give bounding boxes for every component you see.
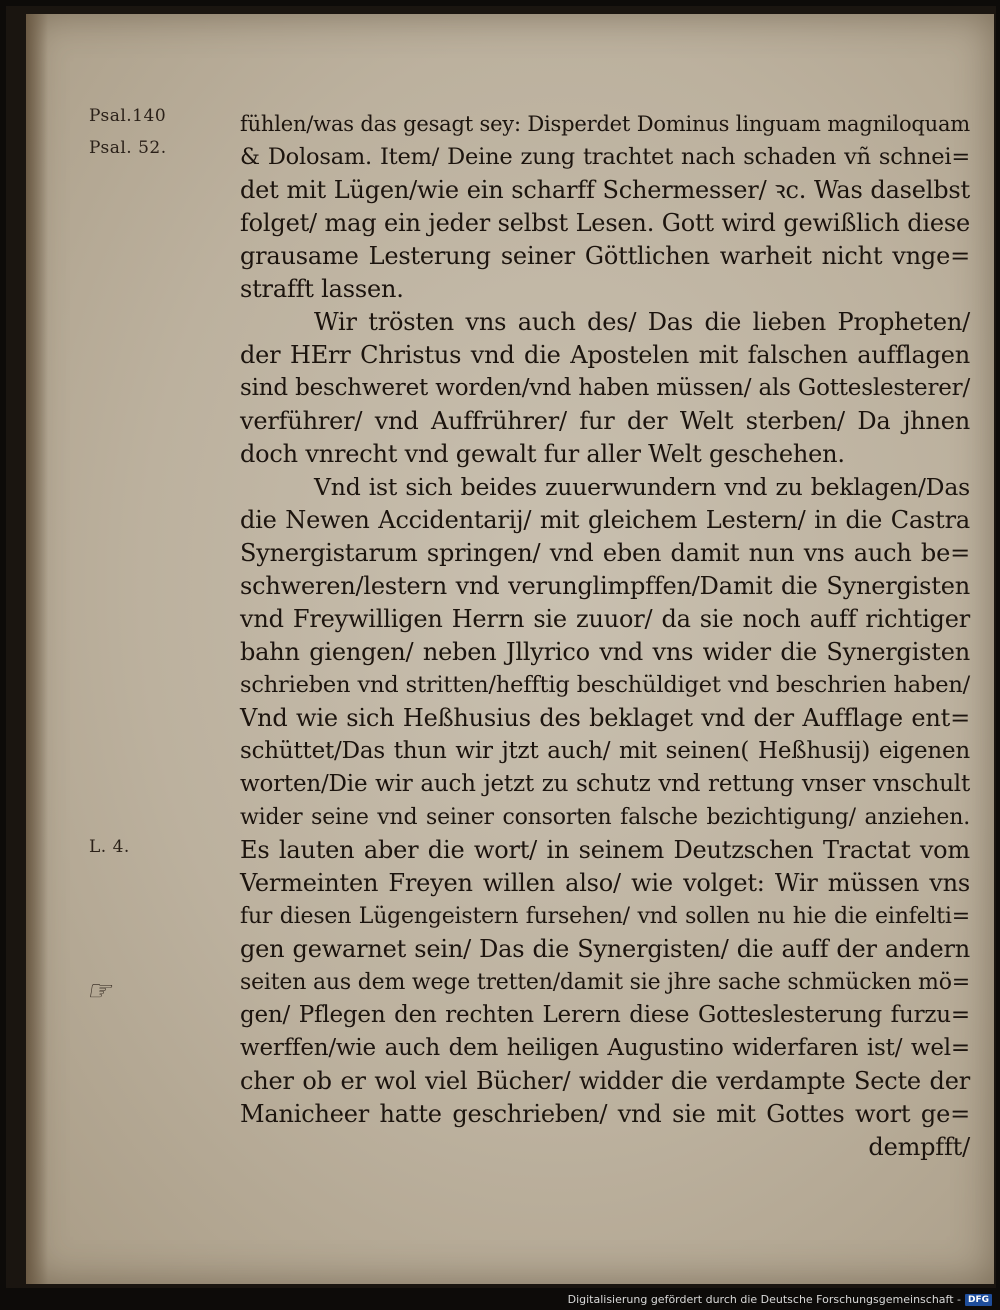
text-line: schüttet/Das thun wir jtzt auch/ mit seinen( Heßhusij) eigenen <box>240 738 970 764</box>
text-line: seiten aus dem wege tretten/damit sie jhre sache schmücken mö= <box>240 970 970 995</box>
text-line: gen/ Pflegen den rechten Lerern diese Gotteslesterung furzu= <box>240 1002 970 1028</box>
text-line: Synergistarum springen/ vnd eben damit nun vns auch be= <box>240 539 970 567</box>
margin-note-psalm-52: Psal. 52. <box>89 138 167 158</box>
text-line: strafft lassen. <box>240 275 404 303</box>
text-line: wider seine vnd seiner consorten falsche bezichtigung/ anziehen. <box>240 805 970 830</box>
text-line: grausame Lesterung seiner Göttlichen warheit nicht vnge= <box>240 242 970 270</box>
text-line: worten/Die wir auch jetzt zu schutz vnd rettung vnser vnschult <box>240 771 970 797</box>
text-line: sind beschweret worden/vnd haben müssen/ als Gotteslesterer/ <box>240 375 970 401</box>
text-line: der HErr Christus vnd die Apostelen mit falschen aufflagen <box>240 341 970 369</box>
text-line: Vnd wie sich Heßhusius des beklaget vnd der Aufflage ent= <box>240 704 970 732</box>
pointing-hand-icon: ☞ <box>86 974 112 1007</box>
text-line: die Newen Accidentarij/ mit gleichem Lestern/ in die Castra <box>240 506 970 534</box>
margin-note-psalm-140: Psal.140 <box>89 106 167 126</box>
text-line: doch vnrecht vnd gewalt fur aller Welt geschehen. <box>240 440 845 468</box>
text-line: vnd Freywilligen Herrn sie zuuor/ da sie noch auff richtiger <box>240 605 970 633</box>
text-line: fur diesen Lügengeistern fursehen/ vnd sollen nu hie die einfelti= <box>240 904 970 929</box>
catchword: dempfft/ <box>868 1133 970 1161</box>
digitization-footer <box>568 1293 992 1306</box>
text-line: schweren/lestern vnd verunglimpffen/Damit die Synergisten <box>240 572 970 600</box>
text-line: Manicheer hatte geschrieben/ vnd sie mit Gottes wort ge= <box>240 1100 970 1128</box>
page-gutter-shadow <box>26 14 48 1284</box>
text-line: Vermeinten Freyen willen also/ wie volget: Wir müssen vns <box>240 869 970 897</box>
text-line: schrieben vnd stritten/hefftig beschüldiget vnd beschrien haben/ <box>240 672 970 698</box>
text-line: verführer/ vnd Auffrührer/ fur der Welt sterben/ Da jhnen <box>240 407 970 435</box>
text-line: fühlen/was das gesagt sey: Disperdet Dominus linguam magniloquam <box>240 112 970 136</box>
text-line: bahn giengen/ neben Jllyrico vnd vns wider die Synergisten <box>240 638 970 666</box>
dfg-logo-icon: DFG <box>965 1294 992 1306</box>
text-line: & Dolosam. Item/ Deine zung trachtet nach schaden vñ schnei= <box>240 144 970 170</box>
book-page <box>26 14 994 1284</box>
margin-note-l4: L. 4. <box>89 837 130 857</box>
text-line: Es lauten aber die wort/ in seinem Deutzschen Tractat vom <box>240 836 970 864</box>
body-text <box>240 108 970 1164</box>
text-line: Vnd ist sich beides zuuerwundern vnd zu beklagen/Das <box>314 473 970 501</box>
scan-background <box>6 6 996 1288</box>
text-line: Wir trösten vns auch des/ Das die lieben Propheten/ <box>314 308 970 336</box>
text-line: folget/ mag ein jeder selbst Lesen. Gott wird gewißlich diese <box>240 209 970 237</box>
text-line: gen gewarnet sein/ Das die Synergisten/ die auff der andern <box>240 935 970 963</box>
footer-credit-text: Digitalisierung gefördert durch die Deutsche Forschungsgemeinschaft - <box>567 1293 961 1306</box>
text-line: cher ob er wol viel Bücher/ widder die verdampte Secte der <box>240 1067 970 1095</box>
text-line: det mit Lügen/wie ein scharff Schermesser/ ꝛc. Was daselbst <box>240 176 970 204</box>
text-line: werffen/wie auch dem heiligen Augustino widerfaren ist/ wel= <box>240 1035 970 1061</box>
